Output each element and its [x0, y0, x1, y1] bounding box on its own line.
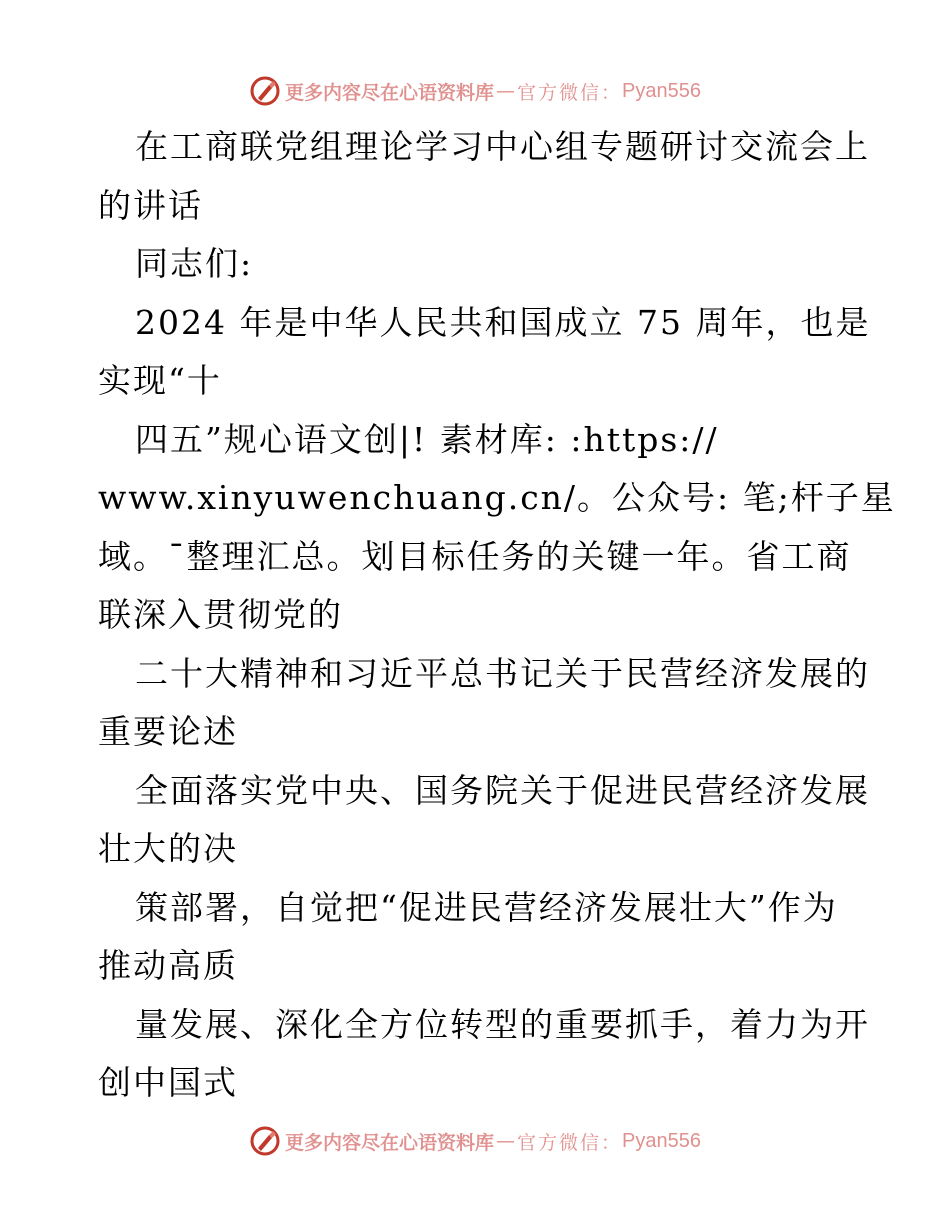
text-line: 2024 年是中华人民共和国成立 75 周年，也是 [135, 302, 871, 342]
text-line: 推动高质 [98, 946, 238, 985]
banner-site-text: 更多内容尽在心语资料库 [285, 81, 495, 104]
text-line: 壮大的决 [98, 829, 238, 868]
text-line: 重要论述 [98, 712, 238, 751]
text-line: 量发展、深化全方位转型的重要抓手，着力为开 [135, 1004, 870, 1044]
document-body [98, 118, 896, 1113]
banner-site-text: 更多内容尽在心语资料库 [285, 1131, 495, 1154]
text-line: 创中国式 [98, 1063, 238, 1102]
header-banner [0, 71, 950, 111]
banner-wechat-id: Pyan556 [622, 1129, 701, 1152]
banner-separator: — [496, 80, 516, 102]
banner-wechat-label: 官方微信： [517, 1131, 623, 1154]
text-line: 域。¯整理汇总。划目标任务的关键一年。省工商 [98, 536, 852, 576]
banner-wechat-id: Pyan556 [622, 79, 701, 102]
text-line: 四五”规心语文创|! 素材库: :https:// [135, 419, 719, 459]
text-line: 联深入贯彻党的 [98, 595, 343, 634]
text-line: 二十大精神和习近平总书记关于民营经济发展的 [135, 653, 870, 693]
document-title-line-2: 的讲话 [98, 185, 203, 225]
pen-logo-icon [249, 1125, 281, 1157]
text-line: www.xinyuwenchuang.cn/。公众号: 笔;杆子星 [98, 478, 896, 517]
banner-wechat-label: 官方微信： [517, 81, 623, 104]
footer-banner [0, 1121, 950, 1161]
salutation: 同志们: [135, 244, 254, 283]
document-title-line-1: 在工商联党组理论学习中心组专题研讨交流会上 [135, 127, 870, 166]
pen-logo-icon [249, 75, 281, 107]
banner-separator: — [496, 1130, 516, 1152]
text-line: 实现“十 [98, 361, 222, 400]
text-line: 策部署，自觉把“促进民营经济发展壮大”作为 [135, 887, 838, 927]
text-line: 全面落实党中央、国务院关于促进民营经济发展 [135, 770, 870, 810]
